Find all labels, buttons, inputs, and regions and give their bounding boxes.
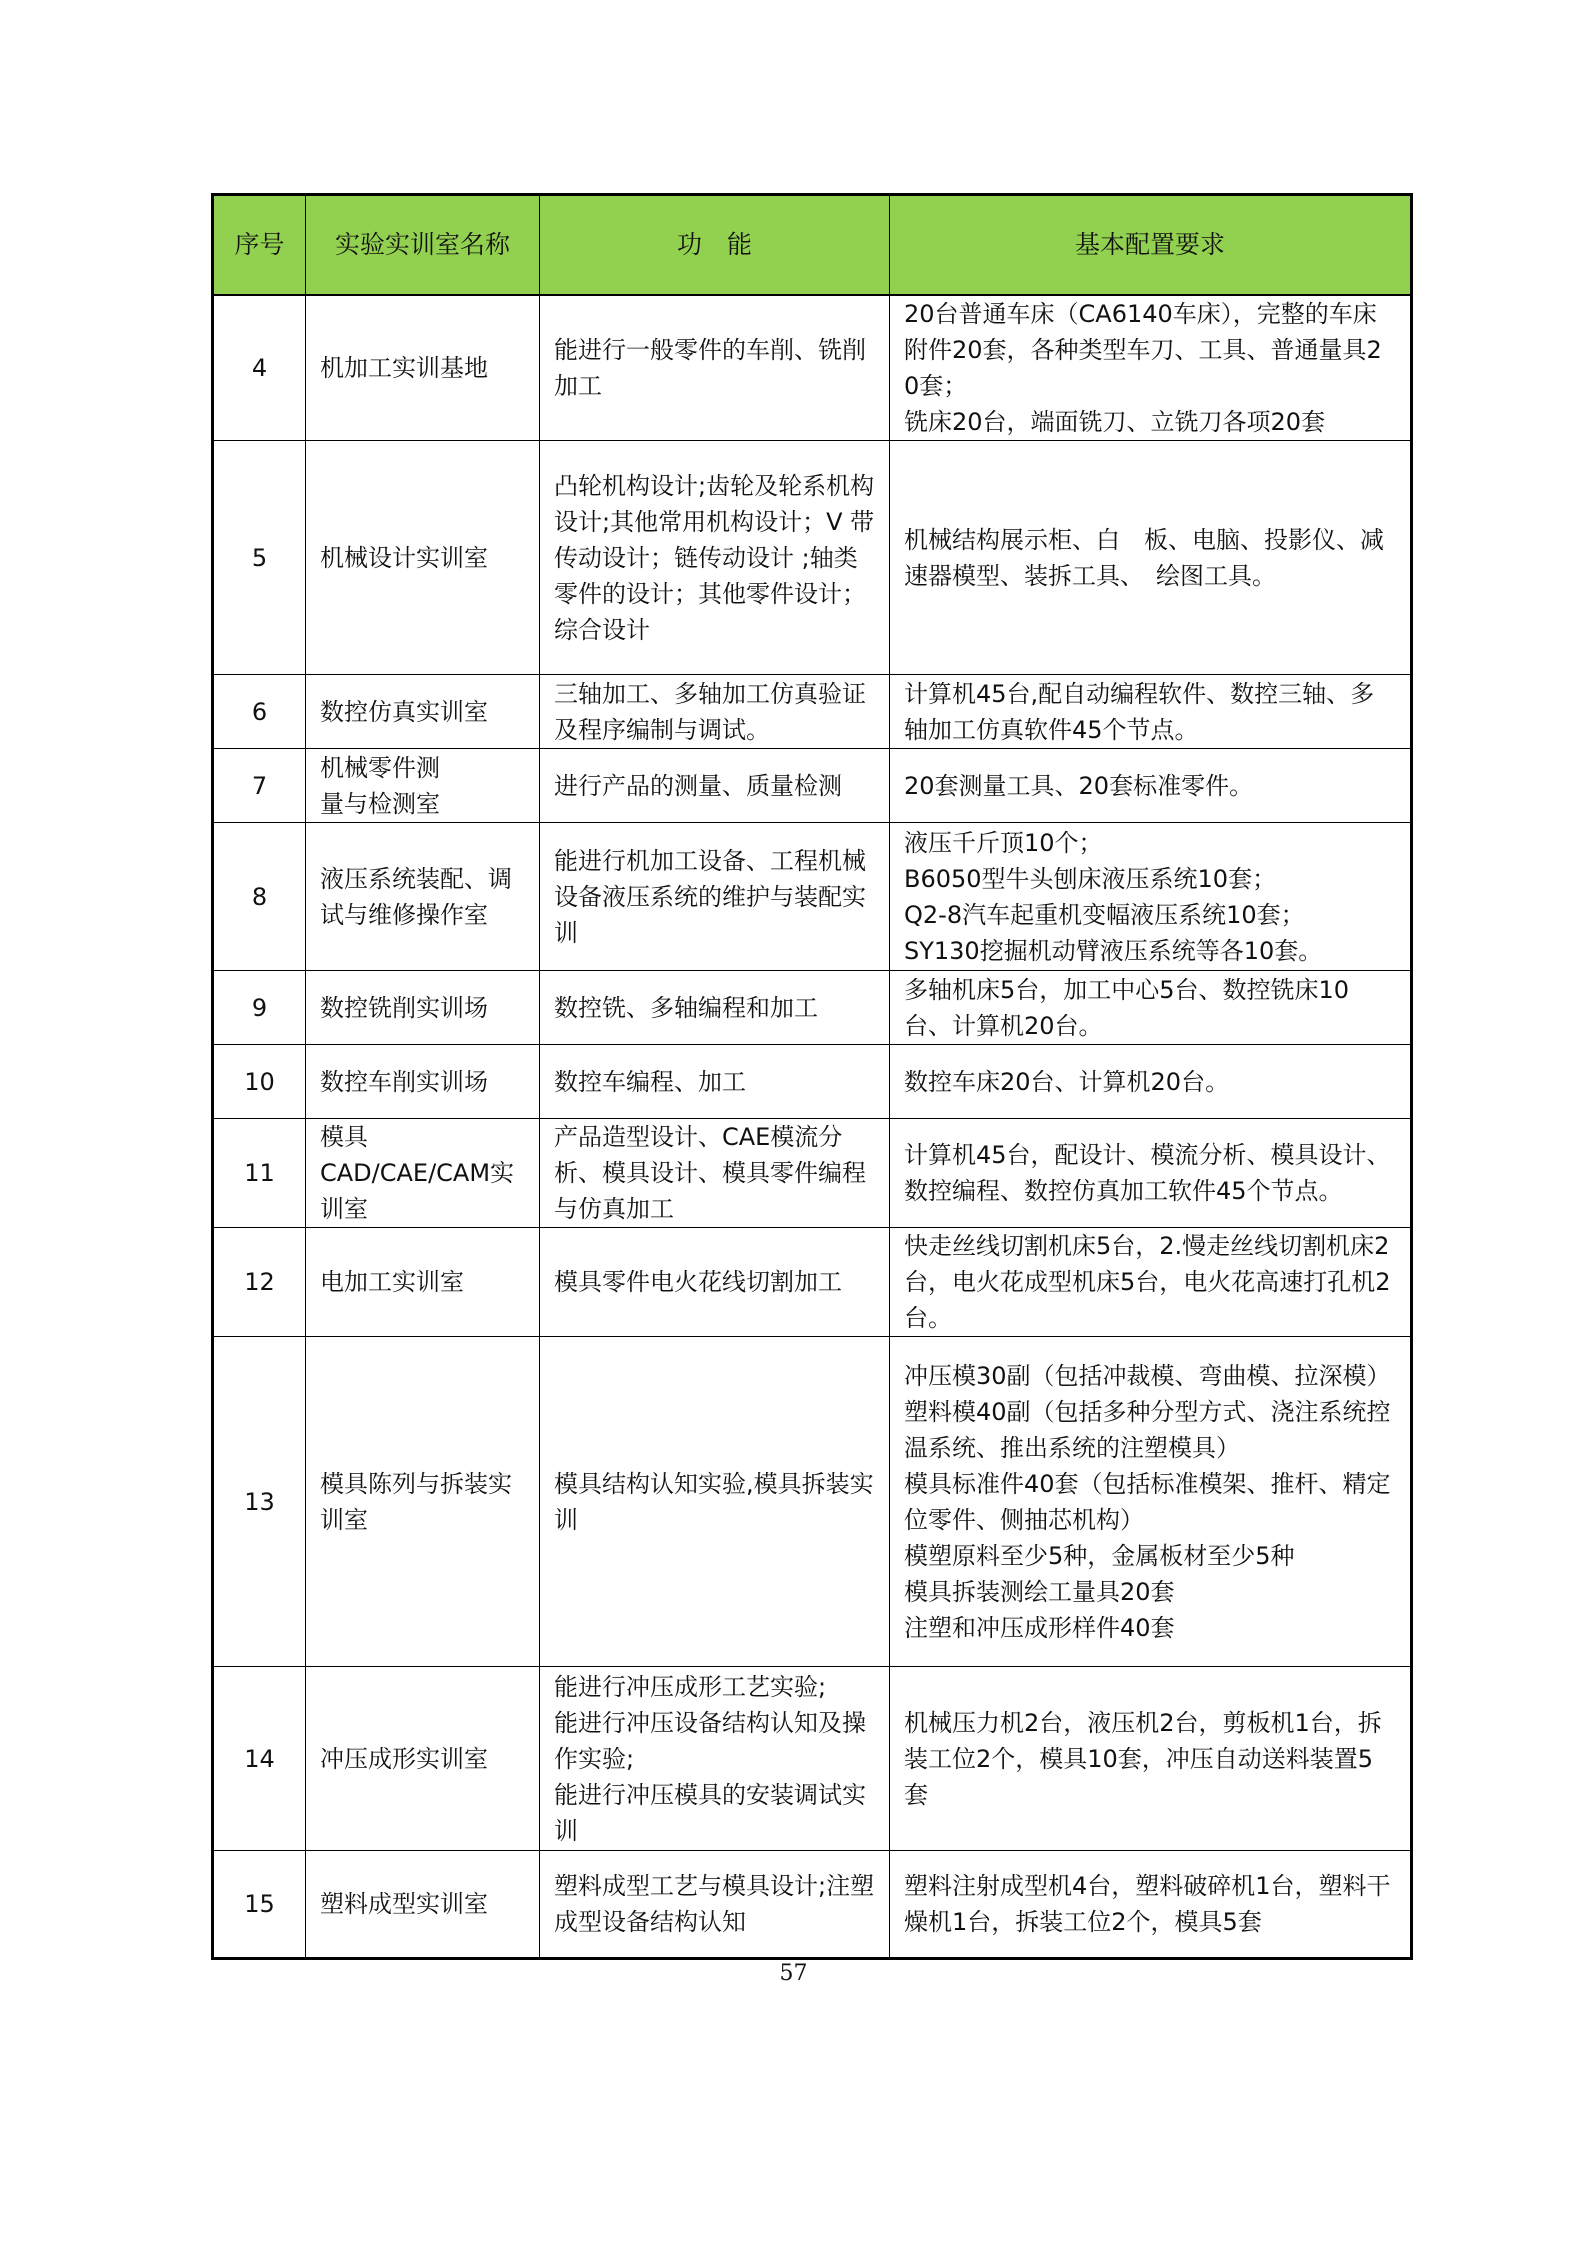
- cell-function: [540, 1851, 890, 1959]
- cell-function: [540, 1667, 890, 1851]
- cell-requirements: [890, 1045, 1412, 1119]
- table-row: [213, 1228, 1412, 1337]
- cell-name: [306, 971, 540, 1045]
- cell-requirements: [890, 1851, 1412, 1959]
- cell-requirements-line: Q2-8汽车起重机变幅液压系统10套；: [904, 900, 1305, 929]
- cell-function-line: 数控铣、多轴编程和加工: [554, 993, 818, 1022]
- cell-name: [306, 823, 540, 971]
- cell-no: 7: [213, 749, 306, 823]
- cell-function-line: 能进行冲压成形工艺实验;: [554, 1672, 827, 1701]
- table-row: [213, 1119, 1412, 1228]
- cell-name: [306, 441, 540, 675]
- cell-function-line: 模具结构认知实验,模具拆装实训: [554, 1469, 874, 1534]
- cell-requirements-line: SY130挖掘机动臂液压系统等各10套。: [904, 936, 1323, 965]
- cell-name-line: 冲压成形实训室: [320, 1744, 488, 1773]
- cell-requirements: [890, 1119, 1412, 1228]
- header-no: 序号: [213, 195, 306, 296]
- cell-name-line: 模具: [320, 1123, 368, 1151]
- table-body: [213, 295, 1412, 1959]
- cell-name-line: 电加工实训室: [320, 1268, 464, 1296]
- page-number: 57: [779, 1961, 808, 1986]
- cell-function: [540, 441, 890, 675]
- cell-function-line: 能进行冲压设备结构认知及操作实验;: [554, 1708, 866, 1773]
- table-row: [213, 1337, 1412, 1667]
- cell-requirements: [890, 971, 1412, 1045]
- cell-requirements-line: 铣床20台，端面铣刀、立铣刀各项20套: [904, 408, 1326, 436]
- cell-requirements-line: 塑料模40副（包括多种分型方式、浇注系统控温系统、推出系统的注塑模具）: [904, 1397, 1391, 1462]
- cell-name: [306, 1667, 540, 1851]
- cell-function: [540, 675, 890, 749]
- table-row: [213, 749, 1412, 823]
- cell-name-line: 液压系统装配、调试与维修操作室: [320, 864, 512, 929]
- cell-function-line: 塑料成型工艺与模具设计;注塑成型设备结构认知: [554, 1872, 875, 1936]
- cell-requirements-line: 模具拆装测绘工量具20套: [904, 1577, 1175, 1606]
- table-row: [213, 675, 1412, 749]
- cell-function-line: 三轴加工、多轴加工仿真验证及程序编制与调试。: [554, 679, 866, 744]
- cell-name: [306, 1119, 540, 1228]
- cell-no: 14: [213, 1667, 306, 1851]
- cell-requirements-line: 计算机45台,配自动编程软件、数控三轴、多轴加工仿真软件45个节点。: [904, 679, 1375, 744]
- cell-function: [540, 749, 890, 823]
- cell-requirements: [890, 1337, 1412, 1667]
- cell-requirements-line: 机械压力机2台，液压机2台，剪板机1台，拆装工位2个，模具10套，冲压自动送料装置5套: [904, 1708, 1382, 1809]
- cell-name: [306, 749, 540, 823]
- cell-name-line: 数控铣削实训场: [320, 993, 488, 1022]
- cell-no: 15: [213, 1851, 306, 1959]
- cell-requirements-line: 机械结构展示柜、白 板、电脑、投影仪、减速器模型、装拆工具、 绘图工具。: [904, 525, 1384, 590]
- cell-function: [540, 1119, 890, 1228]
- cell-no: 12: [213, 1228, 306, 1337]
- cell-requirements-line: 塑料注射成型机4台，塑料破碎机1台，塑料干燥机1台，拆装工位2个，模具5套: [904, 1872, 1391, 1936]
- cell-no: 9: [213, 971, 306, 1045]
- cell-name-line: 量与检测室: [320, 789, 440, 818]
- cell-name-line: 塑料成型实训室: [320, 1890, 488, 1918]
- cell-name: [306, 1337, 540, 1667]
- table-row: [213, 441, 1412, 675]
- cell-requirements-line: 20套测量工具、20套标准零件。: [904, 771, 1254, 800]
- cell-function: [540, 1045, 890, 1119]
- cell-name-line: 机加工实训基地: [320, 354, 488, 382]
- cell-requirements-line: B6050型牛头刨床液压系统10套；: [904, 864, 1277, 893]
- cell-name: [306, 1228, 540, 1337]
- cell-name-line: CAD/CAE/CAM实训室: [320, 1159, 515, 1223]
- cell-function: [540, 1337, 890, 1667]
- cell-name: [306, 1851, 540, 1959]
- table-row: [213, 1851, 1412, 1959]
- table-row: [213, 823, 1412, 971]
- cell-function-line: 数控车编程、加工: [554, 1067, 746, 1096]
- cell-name-line: 模具陈列与拆装实训室: [320, 1469, 512, 1534]
- cell-requirements: [890, 441, 1412, 675]
- cell-name: [306, 295, 540, 441]
- cell-requirements-line: 20台普通车床（CA6140车床），完整的车床附件20套，各种类型车刀、工具、普通量具20套；: [904, 300, 1382, 400]
- cell-requirements: [890, 1228, 1412, 1337]
- cell-name: [306, 675, 540, 749]
- lab-table-container: [211, 193, 1410, 1960]
- header-row: [213, 195, 1412, 296]
- cell-requirements-line: 注塑和冲压成形样件40套: [904, 1613, 1175, 1642]
- cell-function: [540, 971, 890, 1045]
- cell-name-line: 机械零件测: [320, 753, 440, 782]
- table-row: [213, 1045, 1412, 1119]
- cell-requirements-line: 模具标准件40套（包括标准模架、推杆、精定位零件、侧抽芯机构）: [904, 1469, 1391, 1534]
- cell-name-line: 机械设计实训室: [320, 543, 488, 572]
- cell-requirements: [890, 749, 1412, 823]
- table-row: [213, 295, 1412, 441]
- cell-no: 6: [213, 675, 306, 749]
- cell-requirements: [890, 823, 1412, 971]
- cell-no: 4: [213, 295, 306, 441]
- cell-name: [306, 1045, 540, 1119]
- cell-function-line: 能进行机加工设备、工程机械设备液压系统的维护与装配实训: [554, 846, 866, 947]
- cell-requirements-line: 冲压模30副（包括冲裁模、弯曲模、拉深模）: [904, 1361, 1391, 1390]
- cell-no: 5: [213, 441, 306, 675]
- table-row: [213, 1667, 1412, 1851]
- cell-no: 13: [213, 1337, 306, 1667]
- cell-requirements-line: 多轴机床5台，加工中心5台、数控铣床10台、计算机20台。: [904, 975, 1350, 1040]
- cell-name-line: 数控仿真实训室: [320, 697, 488, 726]
- table-row: [213, 971, 1412, 1045]
- cell-function: [540, 1228, 890, 1337]
- cell-requirements-line: 计算机45台，配设计、模流分析、模具设计、数控编程、数控仿真加工软件45个节点。: [904, 1141, 1391, 1205]
- header-requirements: 基本配置要求: [890, 195, 1412, 296]
- lab-requirements-table: [211, 193, 1413, 1960]
- cell-function: [540, 823, 890, 971]
- cell-function-line: 能进行冲压模具的安装调试实训: [554, 1780, 866, 1845]
- cell-requirements-line: 快走丝线切割机床5台，2.慢走丝线切割机床2台，电火花成型机床5台，电火花高速打孔机2台。: [904, 1232, 1391, 1332]
- cell-function: [540, 295, 890, 441]
- cell-requirements: [890, 675, 1412, 749]
- cell-function-line: 模具零件电火花线切割加工: [554, 1268, 842, 1296]
- cell-requirements: [890, 1667, 1412, 1851]
- cell-requirements-line: 液压千斤顶10个；: [904, 828, 1103, 857]
- cell-requirements-line: 模塑原料至少5种，金属板材至少5种: [904, 1541, 1295, 1570]
- cell-no: 10: [213, 1045, 306, 1119]
- cell-no: 8: [213, 823, 306, 971]
- cell-function-line: 凸轮机构设计;齿轮及轮系机构设计;其他常用机构设计；V 带传动设计；链传动设计 ;轴类零件的设计；其他零件设计；综合设计: [554, 471, 875, 644]
- cell-name-line: 数控车削实训场: [320, 1067, 488, 1096]
- header-function: 功 能: [540, 195, 890, 296]
- cell-function-line: 产品造型设计、CAE模流分析、模具设计、模具零件编程与仿真加工: [554, 1123, 866, 1223]
- cell-function-line: 能进行一般零件的车削、铣削加工: [554, 336, 866, 400]
- cell-function-line: 进行产品的测量、质量检测: [554, 771, 842, 800]
- cell-requirements-line: 数控车床20台、计算机20台。: [904, 1067, 1230, 1096]
- table-header: [213, 195, 1412, 296]
- cell-requirements: [890, 295, 1412, 441]
- cell-no: 11: [213, 1119, 306, 1228]
- header-name: 实验实训室名称: [306, 195, 540, 296]
